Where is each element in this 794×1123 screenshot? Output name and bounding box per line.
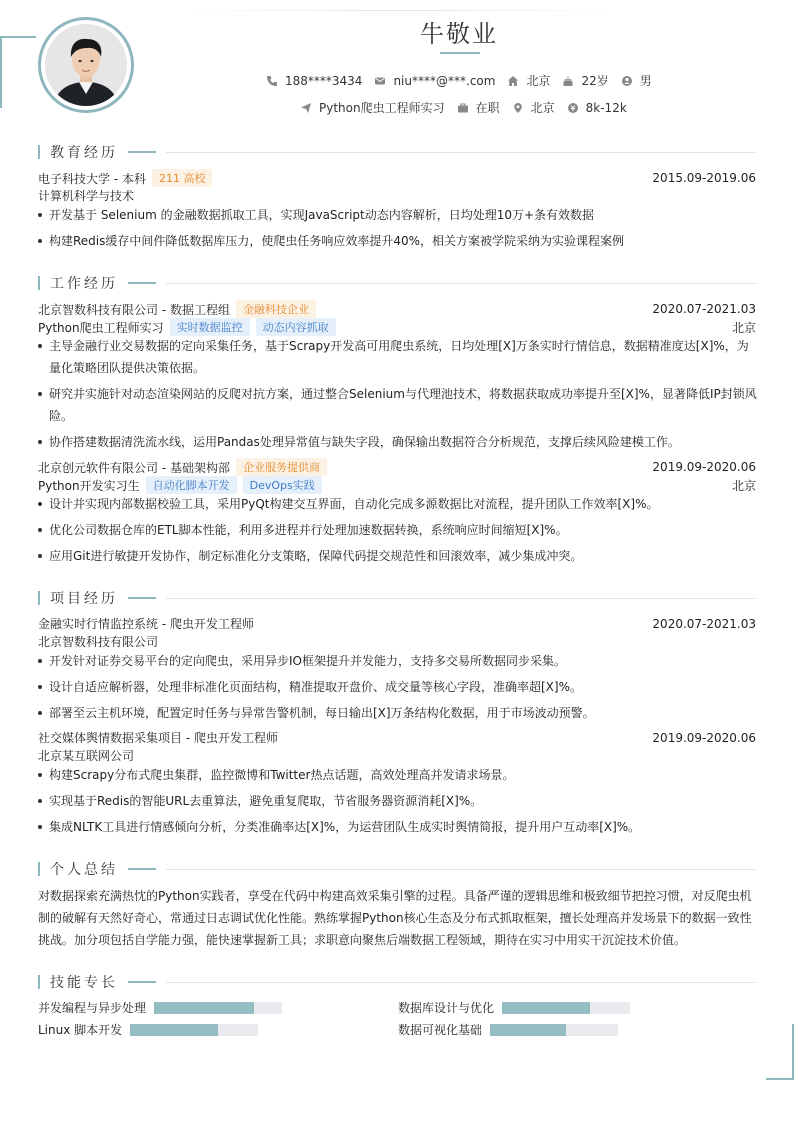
skill-item <box>398 1021 618 1038</box>
section-title: 项目经历 <box>50 591 118 607</box>
work-header <box>38 300 756 318</box>
project-header <box>38 729 756 746</box>
project-company-text: 北京智数科技有限公司 <box>38 635 159 649</box>
age-text: 22岁 <box>581 74 609 88</box>
target-role-item <box>300 99 445 116</box>
skill-tag: DevOps实践 <box>243 476 322 494</box>
skill-bar <box>490 1024 618 1036</box>
skill-bar-fill <box>490 1024 566 1036</box>
section-education <box>38 142 756 162</box>
gender-text: 男 <box>639 74 652 88</box>
role-text: Python开发实习生 <box>38 478 140 493</box>
list-item: 构建Scrapy分布式爬虫集群，监控微博和Twitter热点话题，高效处理高并发请求场景。 <box>38 764 758 786</box>
list-item: 集成NLTK工具进行情感倾向分析，分类准确率达[X]%，为运营团队生成实时舆情简报，提升用户互动率[X]%。 <box>38 816 758 838</box>
status-item <box>457 99 500 116</box>
skill-name: 数据可视化基础 <box>398 1023 483 1037</box>
salary-icon <box>567 102 579 114</box>
status-text: 在职 <box>475 101 500 115</box>
skill-bar-fill <box>130 1024 218 1036</box>
skill-tag: 实时数据监控 <box>170 318 250 336</box>
job-intent-row <box>300 99 639 116</box>
project-title: 社交媒体舆情数据采集项目 - 爬虫开发工程师 <box>38 731 278 745</box>
name-underline <box>440 52 480 54</box>
school-line: 电子科技大学 - 本科 <box>38 171 146 186</box>
company-line: 北京智数科技有限公司 - 数据工程组 <box>38 302 230 317</box>
top-divider <box>180 10 620 11</box>
skill-name: Linux 脚本开发 <box>38 1023 123 1037</box>
work-role <box>38 318 756 336</box>
list-item: 实现基于Redis的智能URL去重算法，避免重复爬取，节省服务器资源消耗[X]%。 <box>38 790 758 812</box>
phone-item <box>266 74 362 88</box>
skill-item <box>398 999 630 1016</box>
list-item: 构建Redis缓存中间件降低数据库压力，使爬虫任务响应效率提升40%，相关方案被学院采纳为实验课程案例 <box>38 230 758 252</box>
skill-name: 并发编程与异步处理 <box>38 1001 147 1015</box>
skill-item <box>38 1021 258 1038</box>
project-header <box>38 615 756 632</box>
education-header <box>38 169 756 187</box>
skill-bar-fill <box>502 1002 590 1014</box>
skill-bar <box>154 1002 282 1014</box>
list-item: 优化公司数据仓库的ETL脚本性能，利用多进程并行处理加速数据转换，系统响应时间缩短[X]%。 <box>38 519 758 541</box>
cake-icon <box>562 75 574 87</box>
section-title: 教育经历 <box>50 145 118 161</box>
location-icon <box>512 102 524 114</box>
list-item: 设计并实现内部数据校验工具，采用PyQt构建交互界面，自动化完成多源数据比对流程，提升团队工作效率[X]%。 <box>38 493 758 515</box>
section-title: 个人总结 <box>50 862 118 878</box>
section-skills <box>38 972 756 992</box>
skill-tag: 动态内容抓取 <box>256 318 336 336</box>
home-city-text: 北京 <box>526 74 551 88</box>
work-role <box>38 476 756 494</box>
corner-decoration <box>766 1078 794 1080</box>
skill-tag: 自动化脚本开发 <box>146 476 237 494</box>
project-company <box>38 633 756 650</box>
skill-name: 数据库设计与优化 <box>398 1001 495 1015</box>
skill-bar-fill <box>154 1002 254 1014</box>
email-text: niu****@***.com <box>393 73 496 88</box>
work-dates: 2020.07-2021.03 <box>652 302 756 316</box>
age-item <box>562 72 608 89</box>
list-item: 开发针对证券交易平台的定向爬虫，采用异步IO框架提升并发能力，支持多交易所数据同步采集。 <box>38 650 758 672</box>
project-title: 金融实时行情监控系统 - 爬虫开发工程师 <box>38 617 254 631</box>
target-city-item <box>512 99 555 116</box>
company-line: 北京创元软件有限公司 - 基础架构部 <box>38 460 230 475</box>
phone-icon <box>266 75 278 87</box>
project-company <box>38 747 756 764</box>
project-company-text: 北京某互联网公司 <box>38 749 135 763</box>
salary-item <box>567 101 627 115</box>
project-dates: 2019.09-2020.06 <box>652 730 756 745</box>
major-text: 计算机科学与技术 <box>38 189 135 203</box>
gender-item <box>621 72 652 89</box>
skill-bar <box>130 1024 258 1036</box>
work-city: 北京 <box>731 478 756 493</box>
education-major <box>38 187 756 204</box>
company-tag: 金融科技企业 <box>236 300 316 318</box>
section-work <box>38 273 756 293</box>
work-dates: 2019.09-2020.06 <box>652 460 756 474</box>
list-item: 部署至云主机环境，配置定时任务与异常告警机制，每日输出[X]万条结构化数据，用于市场波动预警。 <box>38 702 758 724</box>
section-summary <box>38 859 756 879</box>
send-icon <box>300 102 312 114</box>
school-tag: 211 高校 <box>152 169 213 187</box>
company-tag: 企业服务提供商 <box>236 458 327 476</box>
target-city-text: 北京 <box>530 101 555 115</box>
section-projects <box>38 588 756 608</box>
contact-row <box>266 72 664 89</box>
email-item <box>374 74 495 88</box>
mail-icon <box>374 75 386 87</box>
candidate-name: 牛敬业 <box>420 20 498 48</box>
work-city: 北京 <box>731 320 756 335</box>
home-icon <box>507 75 519 87</box>
briefcase-icon <box>457 102 469 114</box>
role-text: Python爬虫工程师实习 <box>38 320 164 335</box>
skill-bar <box>502 1002 630 1014</box>
section-title: 工作经历 <box>50 276 118 292</box>
list-item: 设计自适应解析器，处理非标准化页面结构，精准提取开盘价、成交量等核心字段，准确率超[X]%。 <box>38 676 758 698</box>
list-item: 主导金融行业交易数据的定向采集任务，基于Scrapy开发高可用爬虫系统，日均处理[X]万条实时行情信息，数据精准度达[X]%，为量化策略团队提供决策依据。 <box>38 335 758 379</box>
phone-text: 188****3434 <box>285 73 363 88</box>
summary-text: 对数据探索充满热忱的Python实践者，享受在代码中构建高效采集引擎的过程。具备严谨的逻辑思维和极致细节把控习惯，对反爬虫机制的破解有天然好奇心，常通过日志调试优化性能。熟练掌握Python核心生态及分布式抓取框架，擅长处理高并发场景下的数据一致性挑战。加分项包括自学能力强，能快速掌握新工具；求职意向聚焦后端数据工程领域，期待在实习中用实干沉淀技术价值。 <box>38 889 752 947</box>
list-item: 协作搭建数据清洗流水线，运用Pandas处理异常值与缺失字段，确保输出数据符合分析规范，支撑后续风险建模工作。 <box>38 431 758 453</box>
work-header <box>38 458 756 476</box>
project-dates: 2020.07-2021.03 <box>652 616 756 631</box>
list-item: 开发基于 Selenium 的金融数据抓取工具，实现JavaScript动态内容解析，日均处理10万+条有效数据 <box>38 204 758 226</box>
home-city-item <box>507 72 550 89</box>
education-dates: 2015.09-2019.06 <box>652 171 756 185</box>
skill-item <box>38 999 282 1016</box>
section-title: 技能专长 <box>50 975 118 991</box>
salary-text: 8k-12k <box>585 100 627 115</box>
gender-icon <box>621 75 633 87</box>
list-item: 应用Git进行敏捷开发协作，制定标准化分支策略，保障代码提交规范性和回滚效率，减少集成冲突。 <box>38 545 758 567</box>
list-item: 研究并实施针对动态渲染网站的反爬对抗方案，通过整合Selenium与代理池技术，将数据获取成功率提升至[X]%，显著降低IP封锁风险。 <box>38 383 758 427</box>
target-role-text: Python爬虫工程师实习 <box>319 101 445 115</box>
